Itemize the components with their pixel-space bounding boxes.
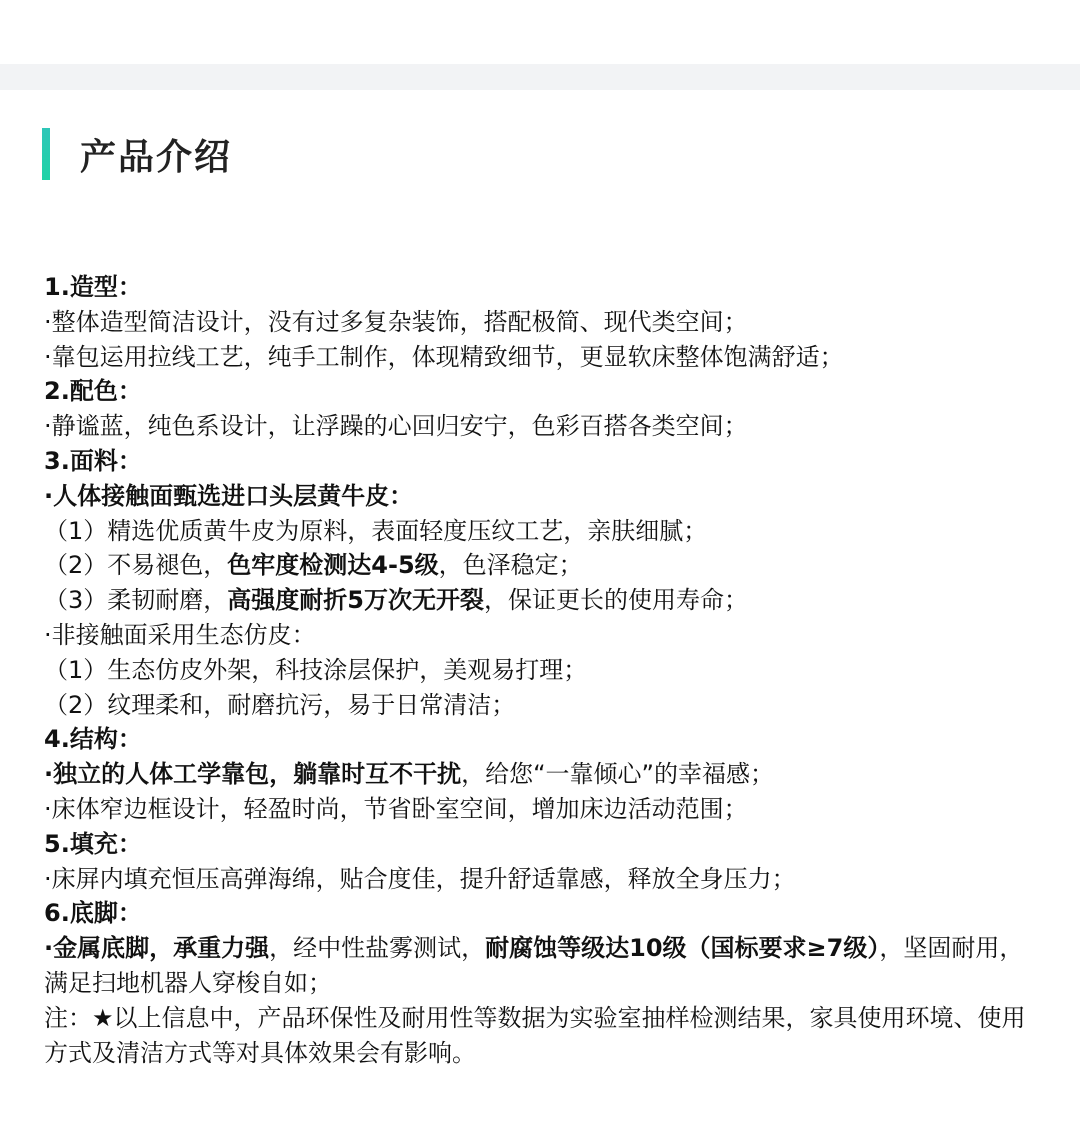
text-segment: （2）不易褪色，	[44, 551, 228, 580]
text-line: ·靠包运用拉线工艺，纯手工制作，体现精致细节，更显软床整体饱满舒适；	[44, 342, 844, 371]
text-segment: ，经中性盐雾测试，	[269, 934, 486, 963]
text-segment-bold: 高强度耐折5万次无开裂	[227, 586, 484, 615]
text-segment-bold: ·金属底脚，承重力强	[44, 934, 270, 963]
text-line-bold: ·人体接触面甄选进口头层黄牛皮：	[44, 481, 414, 510]
accent-bar	[42, 128, 50, 180]
text-segment: ，保证更长的使用寿命；	[483, 586, 748, 615]
text-segment: （3）柔韧耐磨，	[44, 586, 228, 615]
text-line: （1）生态仿皮外架，科技涂层保护，美观易打理；	[44, 655, 588, 684]
text-segment-bold: 色牢度检测达4-5级	[227, 551, 439, 580]
text-segment-bold: ·独立的人体工学靠包，躺靠时互不干扰	[44, 760, 462, 789]
text-line: ·床屏内填充恒压高弹海绵，贴合度佳，提升舒适靠感，释放全身压力；	[44, 864, 796, 893]
text-line-mixed	[44, 583, 1044, 618]
text-line: （1）精选优质黄牛皮为原料，表面轻度压纹工艺，亲肤细腻；	[44, 516, 708, 545]
text-segment-bold: 耐腐蚀等级达10级（国标要求≥7级）	[485, 934, 880, 963]
heading-filling: 5.填充：	[44, 829, 142, 858]
heading-shape: 1.造型：	[44, 273, 142, 301]
text-segment: ，坚固耐用，满足扫地机器人穿梭自如；	[44, 934, 1024, 997]
section-title: 产品介绍	[80, 136, 233, 178]
text-line-mixed	[44, 548, 1044, 583]
product-description	[44, 270, 1044, 1070]
heading-structure: 4.结构：	[44, 725, 142, 754]
text-segment: ，色泽稳定；	[438, 551, 583, 580]
text-line: ·静谧蓝，纯色系设计，让浮躁的心回归安宁，色彩百搭各类空间；	[44, 412, 748, 441]
heading-legs: 6.底脚：	[44, 899, 142, 928]
text-line: ·床体窄边框设计，轻盈时尚，节省卧室空间，增加床边活动范围；	[44, 794, 748, 823]
text-line: ·整体造型简洁设计，没有过多复杂装饰，搭配极简、现代类空间；	[44, 307, 748, 336]
section-header	[42, 128, 232, 180]
text-line: ·非接触面采用生态仿皮：	[44, 620, 316, 649]
note-text: 注：★以上信息中，产品环保性及耐用性等数据为实验室抽样检测结果，家具使用环境、使用方式及清洁方式等对具体效果会有影响。	[44, 1003, 1026, 1067]
text-segment: ，给您“一靠倾心”的幸福感；	[461, 760, 774, 789]
text-line: （2）纹理柔和，耐磨抗污，易于日常清洁；	[44, 690, 516, 719]
heading-fabric: 3.面料：	[44, 446, 142, 475]
heading-color: 2.配色：	[44, 377, 142, 406]
top-divider-band	[0, 64, 1080, 90]
text-line-mixed	[44, 931, 1044, 1001]
text-line-mixed	[44, 757, 1044, 792]
